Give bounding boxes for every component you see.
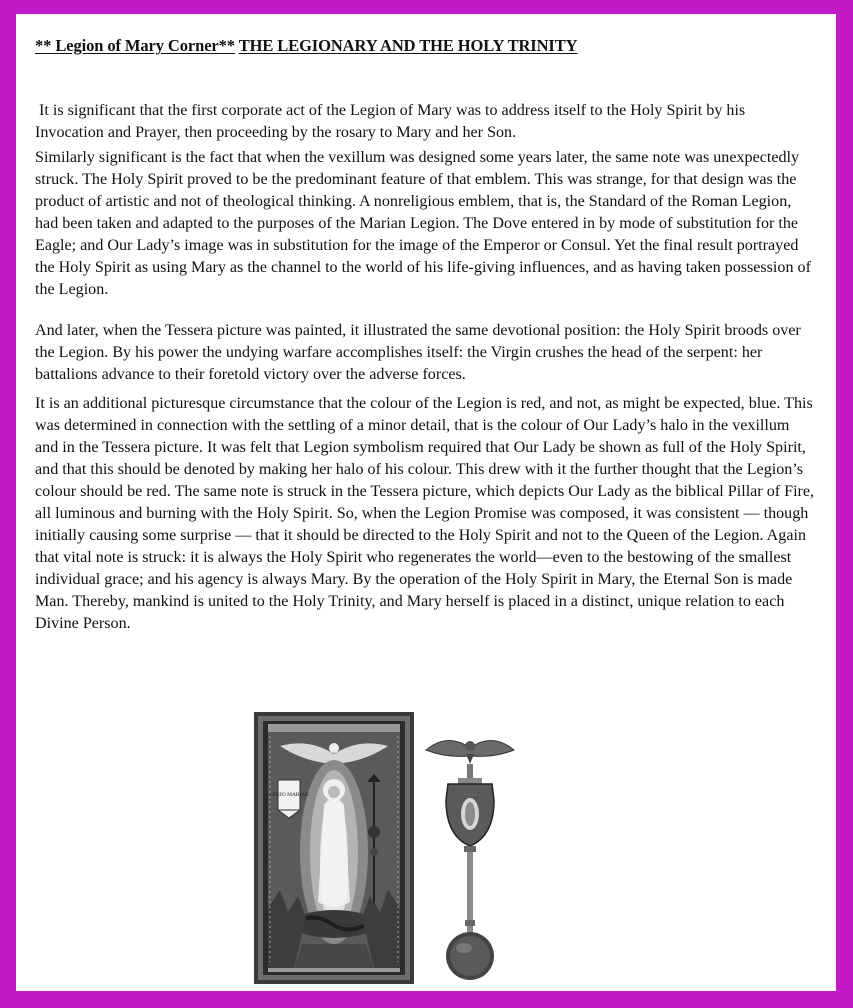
tessera-picture: [254, 712, 414, 984]
paragraph-4: It is an additional picturesque circumstance that the colour of the Legion is red, and not, as might be expected, blue. This was determined in connection with the settling of a minor detail, that is the colour of Our Lady’s halo in the vexillum and in the Tessera picture. It was felt that Legion symbolism required that Our Lady be shown as full of the Holy Spirit, and that this should be denoted by making her halo of his colour. This drew with it the further thought that the Legion’s colour should be red. The same note is struck in the Tessera picture, which depicts Our Lady as the biblical Pillar of Fire, all luminous and burning with the Holy Spirit. So, when the Legion Promise was composed, it was consistent — though initially causing some surprise — that it should be directed to the Holy Spirit and not to the Queen of the Legion. Again that vital note is struck: it is always the Holy Spirit who regenerates the world—even to the bestowing of the smallest individual grace; and his agency is always Mary. By the operation of the Holy Spirit in Mary, the Eternal Son is made Man. Thereby, mankind is united to the Holy Trinity, and Mary herself is placed in a distinct, unique relation to each Divine Person.: [35, 395, 815, 632]
tessera-banner-label: LEGIO MARIAE: [269, 792, 309, 798]
paragraph-3: And later, when the Tessera picture was painted, it illustrated the same devotional position: the Holy Spirit broods over the Legion. By his power the undying warfare accomplishes itself: the Virgin crushes the head of the serpent: her battalions advance to their foretold victory over the adverse forces.: [35, 322, 801, 383]
page-title: [35, 36, 805, 56]
paragraph-2: Similarly significant is the fact that when the vexillum was designed some years later, the same note was unexpectedly struck. The Holy Spirit proved to be the predominant feature of that emblem. This was strange, for that design was the product of artistic and not of theological thinking. A nonreligious emblem, that is, the Standard of the Roman Legion, had been taken and adapted to the purposes of the Marian Legion. The Dove entered in by mode of substitution for the Eagle; and Our Lady’s image was in substitution for the image of the Emperor or Consul. Yet the final result portrayed the Holy Spirit as using Mary as the channel to the world of his life-giving influences, and as having taken possession of the Legion.: [35, 149, 811, 298]
document-page: [16, 14, 836, 991]
svg-text:· · · · ·: · · · · ·: [463, 793, 477, 798]
title-main: THE LEGIONARY AND THE HOLY TRINITY: [238, 36, 578, 55]
paragraph-1: It is significant that the first corporate act of the Legion of Mary was to address itself to the Holy Spirit by his Invocation and Prayer, then proceeding by the rosary to Mary and her Son.: [35, 102, 746, 141]
title-prefix: ** Legion of Mary Corner**: [35, 36, 235, 55]
illustrations: [254, 712, 522, 984]
vexillum-standard: [420, 724, 520, 982]
